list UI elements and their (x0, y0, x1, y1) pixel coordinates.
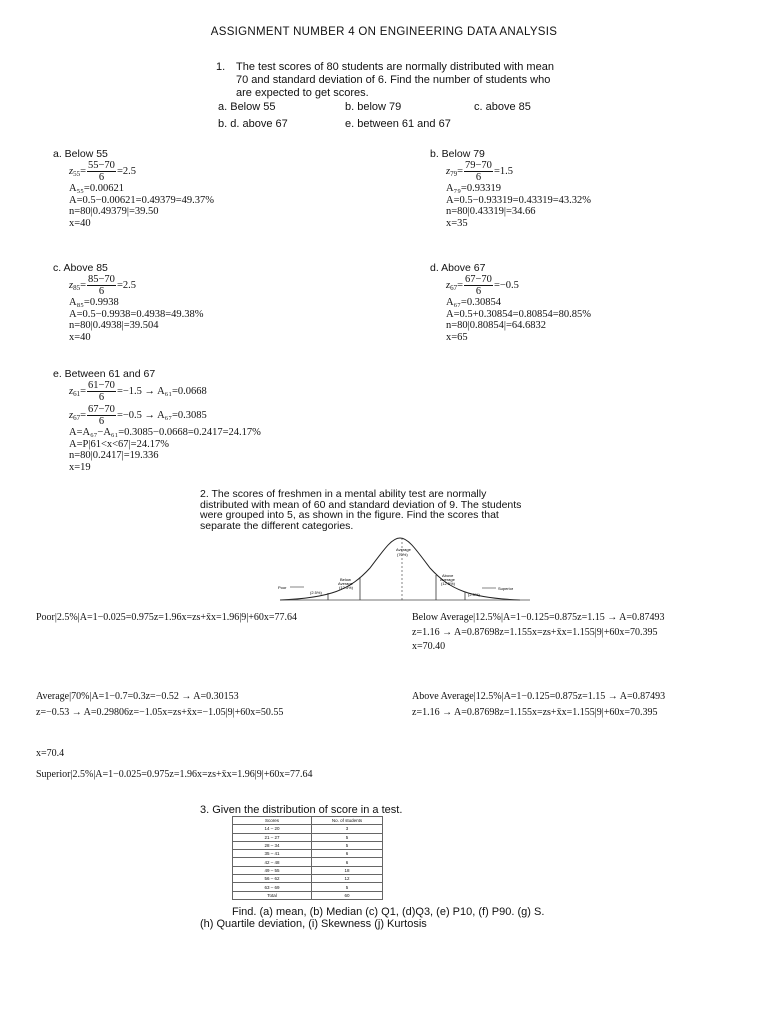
sol-b-block (446, 160, 591, 229)
q1-option-d: b. d. above 67 (218, 118, 288, 130)
sol-e-z1-equation: $z_{61}=$ $\frac{61-70}{6}$ =−1.5 → A₆₁=0.0668 (69, 380, 207, 403)
table-row (233, 875, 383, 883)
q2-average-line: Average|70%|A=1−0.7=0.3z=−0.52 → A=0.30153 (36, 691, 239, 702)
q1-text-line: The test scores of 80 students are normally distributed with mean (236, 61, 554, 73)
table-cell: 14 – 20 (233, 825, 312, 833)
sol-a-z-equation: $z_{55}=$ $\frac{55-70}{6}$ =2.5 (69, 160, 136, 183)
q2-text (200, 489, 521, 531)
table-row (233, 825, 383, 833)
q2-superior: Superior|2.5%|A=1−0.025=0.975z=1.96x=zs+x̄x=1.96|9|+60x=77.64 (36, 769, 313, 780)
label-poor-pct: (2.5%) (310, 590, 322, 595)
sol-b-line: A₇₉=0.93319 (446, 183, 501, 194)
table-header-row (233, 817, 383, 825)
sol-a-line: A₅₅=0.00621 (69, 183, 124, 194)
q2-x-704: x=70.4 (36, 748, 65, 759)
fraction: $\frac{55-70}{6}$ (88, 160, 115, 183)
q1-option-a: a. Below 55 (218, 101, 276, 113)
table-row (233, 858, 383, 866)
table-cell: 49 – 55 (233, 866, 312, 874)
label-superior-pct: (2.5%) (468, 592, 480, 597)
table-row (233, 833, 383, 841)
table-cell: 42 – 48 (233, 858, 312, 866)
q2-above-block (412, 691, 665, 718)
label-average: Average (396, 547, 411, 552)
table-cell: 5 (312, 833, 383, 841)
label-superior: Superior (498, 586, 514, 591)
sol-e-line: n=80|0.2417|=19.336 (69, 450, 159, 461)
table-cell: 56 – 62 (233, 875, 312, 883)
table-cell: 21 – 27 (233, 833, 312, 841)
sol-e-z2-equation: $z_{67}=$ $\frac{67-70}{6}$ =−0.5 → A₆₇=0.3085 (69, 404, 207, 427)
q1-option-c: c. above 85 (474, 101, 531, 113)
sol-b-z-equation: $z_{79}=$ $\frac{79-70}{6}$ =1.5 (446, 160, 513, 183)
sol-e-line: A=A₆₇−A₆₁=0.3085−0.0668=0.2417=24.17% (69, 427, 261, 438)
label-below: Below (340, 577, 351, 582)
q2-average-line: z=−0.53 → A=0.29806z=−1.05x=zs+x̄x=−1.05|9|+60x=50.55 (36, 706, 284, 718)
q2-below-line: x=70.40 (412, 641, 446, 652)
label-below-pct: (12.5%) (339, 585, 354, 590)
table-row (233, 841, 383, 849)
q2-average-block (36, 691, 283, 718)
table-cell: 6 (312, 850, 383, 858)
table-row (233, 850, 383, 858)
sol-d-block (446, 274, 591, 343)
sol-c-head: c. Above 85 (53, 262, 108, 274)
sol-e-block (69, 380, 261, 473)
fraction: $\frac{85-70}{6}$ (88, 274, 115, 297)
fraction: $\frac{67-70}{6}$ (88, 404, 115, 427)
sol-a-line: A=0.5−0.00621=0.49379=49.37% (69, 194, 215, 206)
q2-poor: Poor|2.5%|A=1−0.025=0.975z=1.96x=zs+x̄x=1.96|9|+60x=77.64 (36, 612, 297, 623)
table-cell: 63 – 69 (233, 883, 312, 891)
table-cell: 35 – 41 (233, 850, 312, 858)
table-header-cell: No. of students (312, 817, 383, 825)
sol-b-line: n=80|0.43319|=34.66 (446, 206, 536, 217)
q2-below-line: Below Average|12.5%|A=1−0.125=0.875z=1.15 → A=0.87493 (412, 612, 665, 623)
sol-d-line: n=80|0.80854|=64.6832 (446, 320, 547, 331)
q2-text-line: were grouped into 5, as shown in the figure. Find the scores that (200, 509, 499, 521)
sol-d-line: A=0.5+0.30854=0.80854=80.85% (446, 308, 592, 320)
table-header-cell: Scores (233, 817, 312, 825)
table-cell: 28 – 34 (233, 841, 312, 849)
sol-d-head: d. Above 67 (430, 262, 486, 274)
table-row (233, 866, 383, 874)
q1-number: 1. (216, 61, 226, 73)
sol-a-line: n=80|0.49379|=39.50 (69, 206, 159, 217)
sol-c-line: A=0.5−0.9938=0.4938=49.38% (69, 308, 204, 320)
label-above: Above (442, 573, 454, 578)
q3-find-1: Find. (a) mean, (b) Median (c) Q1, (d)Q3, (e) P10, (f) P90. (g) S. (232, 906, 545, 918)
q2-text-line: distributed with mean of 60 and standard deviation of 9. The students (200, 498, 522, 511)
q2-above-line: Above Average|12.5%|A=1−0.125=0.875z=1.15 → A=0.87493 (412, 691, 666, 702)
sol-d-line: A₆₇=0.30854 (446, 297, 501, 308)
q2-text-line: 2. The scores of freshmen in a mental ability test are normally (200, 488, 487, 500)
sol-e-line: x=19 (69, 461, 91, 473)
table-row (233, 883, 383, 891)
sol-a-block (69, 160, 214, 229)
table-cell: 18 (312, 866, 383, 874)
table-cell: 3 (312, 825, 383, 833)
sol-a-head: a. Below 55 (53, 148, 108, 160)
table-cell: 6 (312, 858, 383, 866)
table-row (233, 891, 383, 899)
q1-text (236, 61, 554, 100)
fraction: $\frac{67-70}{6}$ (465, 274, 492, 297)
sol-c-line: n=80|0.4938|=39.504 (69, 320, 159, 331)
table-cell: 5 (312, 841, 383, 849)
table-cell: 12 (312, 875, 383, 883)
q1-text-line: 70 and standard deviation of 6. Find the number of students who (236, 74, 551, 86)
sol-c-z-equation: $z_{85}=$ $\frac{85-70}{6}$ =2.5 (69, 274, 136, 297)
q2-text-line: separate the different categories. (200, 519, 354, 532)
q2-below-block (412, 612, 665, 653)
table-cell: 5 (312, 883, 383, 891)
sol-c-block (69, 274, 204, 343)
sol-e-head: e. Between 61 and 67 (53, 368, 156, 380)
q3-text: 3. Given the distribution of score in a test. (200, 804, 403, 816)
q1-text-line: are expected to get scores. (236, 87, 369, 99)
q3-find-2: (h) Quartile deviation, (i) Skewness (j) Kurtosis (200, 918, 427, 930)
sol-b-line: A=0.5−0.93319=0.43319=43.32% (446, 194, 592, 206)
page-title: ASSIGNMENT NUMBER 4 ON ENGINEERING DATA ANALYSIS (210, 26, 558, 38)
label-above-2: Average (440, 577, 455, 582)
sol-c-line: x=40 (69, 331, 91, 343)
q2-below-line: z=1.16 → A=0.87698z=1.155x=zs+x̄x=1.155|9|+60x=70.395 (412, 626, 658, 638)
q1-option-b: b. below 79 (345, 101, 402, 113)
table-cell: 60 (312, 891, 383, 899)
fraction: $\frac{61-70}{6}$ (88, 380, 115, 403)
q2-above-line: z=1.16 → A=0.87698z=1.155x=zs+x̄x=1.155|9|+60x=70.395 (412, 706, 658, 718)
sol-a-line: x=40 (69, 217, 91, 229)
sol-c-line: A₈₅=0.9938 (69, 297, 119, 308)
label-average-pct: (70%) (397, 552, 408, 557)
sol-d-z-equation: $z_{67}=$ $\frac{67-70}{6}$ =−0.5 (446, 274, 519, 297)
q1-option-e: e. between 61 and 67 (345, 118, 451, 130)
label-below-2: Average (338, 581, 353, 586)
sol-b-head: b. Below 79 (430, 148, 485, 160)
q3-distribution-table-wrapper (232, 816, 383, 900)
normal-curve-figure (270, 528, 550, 606)
label-poor: Poor (278, 585, 287, 590)
sol-b-line: x=35 (446, 217, 468, 229)
q3-distribution-table (232, 816, 383, 900)
table-cell: Total (233, 891, 312, 899)
label-above-pct: (12.5%) (441, 581, 456, 586)
fraction: $\frac{79-70}{6}$ (465, 160, 492, 183)
sol-e-line: A=P|61<x<67|=24.17% (69, 438, 169, 450)
sol-d-line: x=65 (446, 331, 468, 343)
